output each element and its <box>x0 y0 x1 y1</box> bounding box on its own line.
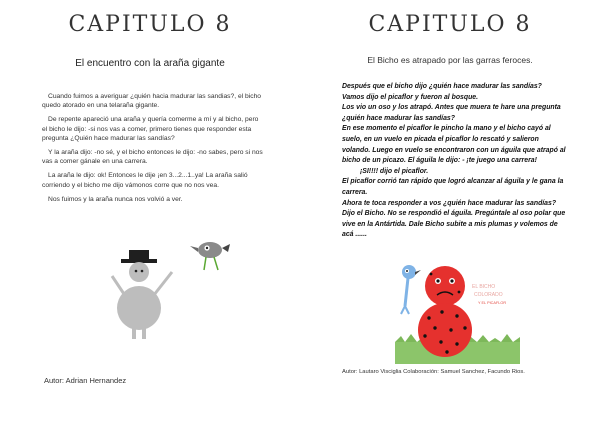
caption-line: Y EL PICAFLOR <box>478 301 507 305</box>
author-credit-left: Autor: Adrian Hernandez <box>44 376 127 385</box>
story-line: Los vio un oso y los atrapó. Antes que muera te hare una pregunta <box>342 104 561 112</box>
story-line: En ese momento el picaflor le pincho la mano y el bicho cayó al <box>342 125 551 133</box>
bicho-colorado-illustration <box>395 262 520 364</box>
author-credit-right: Autor: Lautaro Visciglia Colaboración: Samuel Sanchez, Facundo Rios. <box>342 369 525 375</box>
paragraph: De repente apareció una araña y quería comerme a mí y al bicho, pero el bicho le dijo: -si nos vas a comer, primero tienes que responder esta pregunta ¿Quién hace madurar las sandías? <box>42 116 259 142</box>
story-line: Vamos dijo el picaflor y fueron al bosque. <box>342 93 479 101</box>
story-text-right <box>342 82 564 241</box>
right-page <box>300 0 600 424</box>
story-line: El picaflor corrió tan rápido que logró alcanzar al águila y le gana la <box>342 178 564 186</box>
story-line: vive en la Antártida. Dale Bicho subite a mis plumas y volemos de <box>342 220 558 228</box>
story-line: bicho de un picazo. El águila le dijo: - ¡te juego una carrera! <box>342 157 537 165</box>
story-text-left <box>42 92 264 209</box>
story-line: suelo, en un vuelo en picada el picaflor lo rescató y salieron <box>342 135 539 143</box>
story-line: ¡SI!!!! dijo el picaflor. <box>360 167 429 175</box>
chapter-heading-left: CAPITULO 8 <box>68 12 232 37</box>
paragraph: Cuando fuimos a averiguar ¿quién hacia madurar las sandias?, el bicho quedo atorado en una telaraña gigante. <box>42 93 262 110</box>
chapter-subtitle-right: El Bicho es atrapado por las garras feroces. <box>367 55 533 65</box>
story-line: Después que el bicho dijo ¿quién hace madurar las sandías? <box>342 83 542 90</box>
chapter-heading-right: CAPITULO 8 <box>368 12 532 37</box>
story-line: ¿quién hace madurar las sandías? <box>342 114 455 122</box>
story-line: volando. Luego en vuelo se encontraron con un águila que atrapó al <box>342 146 566 154</box>
chapter-subtitle-left: El encuentro con la araña gigante <box>75 58 225 69</box>
story-line: carrera. <box>342 188 368 196</box>
caption-line: EL BICHO <box>472 284 496 290</box>
caption-line: COLORADO <box>474 292 503 298</box>
story-line: Dijo el Bicho. No se respondió el águila. Pregúntale al oso polar que <box>342 210 566 218</box>
paragraph: Y la araña dijo: -no sé, y el bicho entonces le dijo: -no sabes, pero si nos vas a comer gánale en una carrera. <box>42 149 263 166</box>
paragraph: La araña le dijo: ok! Entonces le dije ¡en 3...2...1..ya! La araña salió corriendo y el bicho me dijo vámonos corre que no nos vea. <box>42 172 248 189</box>
story-line: Ahora te toca responder a vos ¿quién hace madurar las sandías? <box>342 199 557 207</box>
top-hat-figure-illustration <box>100 230 240 345</box>
paragraph: Nos fuimos y la araña nunca nos volvió a ver. <box>48 195 183 203</box>
story-line: acá ...... <box>342 231 367 239</box>
